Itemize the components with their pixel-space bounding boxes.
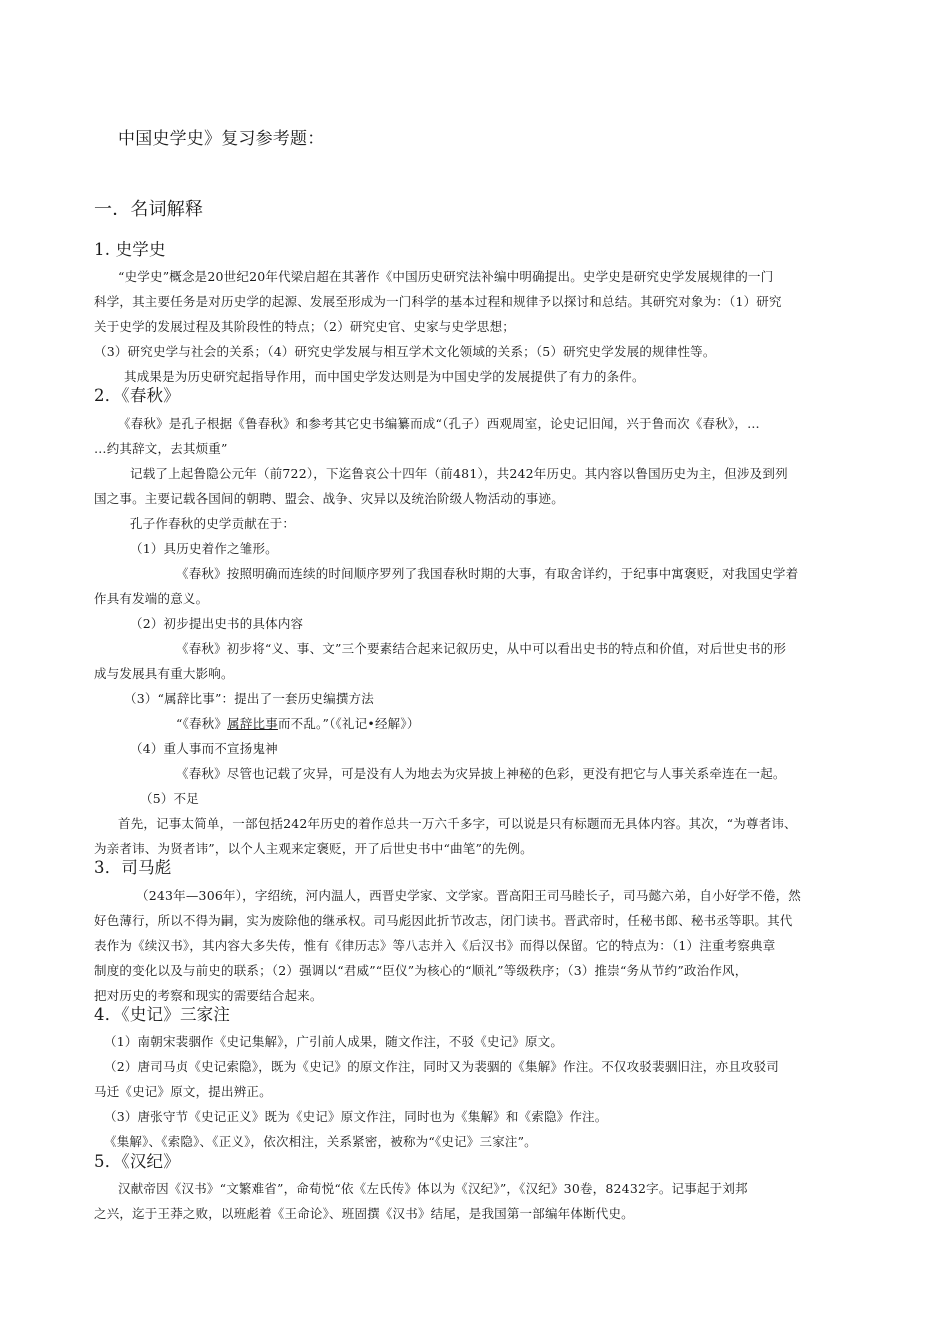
item-heading-shixueshi: 1. 史学史 <box>94 240 166 259</box>
underlined-term: 属辞比事 <box>227 716 278 731</box>
quotation-text: “《春秋》 <box>176 716 228 731</box>
paragraph-line: 《春秋》按照明确而连续的时间顺序罗列了我国春秋时期的大事，有取舍详约，于纪事中寓褒贬，对我国史学着 <box>176 566 799 581</box>
paragraph-line: 为亲者讳、为贤者讳”，以个人主观来定褒贬，开了后世史书中“曲笔”的先例。 <box>94 841 533 856</box>
section-heading: 一．名词解释 <box>94 199 204 220</box>
paragraph-line: 把对历史的考察和现实的需要结合起来。 <box>94 988 323 1003</box>
sub-item-label: （4）重人事而不宣扬鬼神 <box>130 741 278 756</box>
paragraph-line: （2）唐司马贞《史记索隐》，既为《史记》的原文作注，同时又为裴骃的《集解》作注。不仅攻驳裴骃旧注，亦且攻驳司 <box>104 1059 780 1074</box>
paragraph-line: 马迁《史记》原文，提出辨正。 <box>94 1084 272 1099</box>
paragraph-line: 其成果是为历史研究起指导作用，而中国史学发达则是为中国史学的发展提供了有力的条件。 <box>124 369 645 384</box>
paragraph-line: （1）南朝宋裴骃作《史记集解》，广引前人成果，随文作注，不驳《史记》原文。 <box>104 1034 564 1049</box>
paragraph-line: 汉献帝因《汉书》“文繁难省”，命荀悦“依《左氏传》体以为《汉纪》”，《汉纪》30卷，82432字。记事起于刘邦 <box>118 1181 748 1196</box>
paragraph-line: 关于史学的发展过程及其阶段性的特点；（2）研究史官、史家与史学思想； <box>94 319 516 334</box>
paragraph-line: 记载了上起鲁隐公元年（前722），下迄鲁哀公十四年（前481），共242年历史。其内容以鲁国历史为主，但涉及到列 <box>130 466 788 481</box>
document-title: 中国史学史》复习参考题： <box>118 129 325 149</box>
paragraph-line: 制度的变化以及与前史的联系；（2）强调以“君威”“臣仪”为核心的“顺礼”等级秩序；（3）推崇“务从节约”政治作风， <box>94 963 748 978</box>
paragraph-line: 孔子作春秋的史学贡献在于： <box>130 516 296 531</box>
paragraph-line: 表作为《续汉书》，其内容大多失传，惟有《律历志》等八志并入《后汉书》而得以保留。它的特点为：（1）注重考察典章 <box>94 938 776 953</box>
quotation-line <box>176 715 420 733</box>
item-heading-shiji-sanjiazhu: 4．《史记》三家注 <box>94 1005 231 1024</box>
paragraph-line: 国之事。主要记载各国间的朝聘、盟会、战争、灾异以及统治阶级人物活动的事迹。 <box>94 491 564 506</box>
paragraph-line: （3）研究史学与社会的关系；（4）研究史学发展与相互学术文化领域的关系；（5）研究史学发展的规律性等。 <box>94 344 716 359</box>
sub-item-label: （1）具历史着作之雏形。 <box>130 541 278 556</box>
paragraph-line: 《春秋》初步将“义、事、文”三个要素结合起来记叙历史，从中可以看出史书的特点和价值，对后世史书的形 <box>176 641 787 656</box>
paragraph-line: 好色薄行，所以不得为嗣，实为废除他的继承权。司马彪因此折节改志，闭门读书。晋武帝时，任秘书郎、秘书丞等职。其代 <box>94 913 793 928</box>
paragraph-line: 《春秋》尽管也记载了灾异，可是没有人为地去为灾异披上神秘的色彩，更没有把它与人事关系牵连在一起。 <box>176 766 786 781</box>
paragraph-line: …约其辞文，去其烦重” <box>94 441 228 456</box>
sub-item-label: （2）初步提出史书的具体内容 <box>130 616 304 631</box>
paragraph-line: 《春秋》是孔子根据《鲁春秋》和参考其它史书编纂而成“（孔子）西观周室，论史记旧闻，兴于鲁而次《春秋》，… <box>118 416 760 431</box>
paragraph-line: 首先，记事太简单，一部包括242年历史的着作总共一万六千多字，可以说是只有标题而无具体内容。其次，“为尊者讳、 <box>118 816 797 831</box>
paragraph-line: （3）唐张守节《史记正义》既为《史记》原文作注，同时也为《集解》和《索隐》作注。 <box>104 1109 608 1124</box>
item-heading-chunqiu: 2．《春秋》 <box>94 386 180 405</box>
paragraph-line: 《集解》、《索隐》、《正义》，依次相注，关系紧密，被称为“《史记》三家注”。 <box>104 1134 537 1149</box>
item-heading-hanji: 5．《汉纪》 <box>94 1152 180 1171</box>
paragraph-line: “史学史”概念是20世纪20年代梁启超在其著作《中国历史研究法补编中明确提出。史学史是研究史学发展规律的一门 <box>118 269 774 284</box>
paragraph-line: （243年—306年），字绍统，河内温人，西晋史学家、文学家。晋高阳王司马睦长子，司马懿六弟，自小好学不倦，然 <box>136 888 801 903</box>
sub-item-label: （5）不足 <box>140 791 199 806</box>
sub-item-label: （3）“属辞比事”：提出了一套历史编撰方法 <box>124 691 374 706</box>
paragraph-line: 成与发展具有重大影响。 <box>94 666 234 681</box>
paragraph-line: 之兴，迄于王莽之败，以班彪着《王命论》、班固撰《汉书》结尾，是我国第一部编年体断代史。 <box>94 1206 634 1221</box>
paragraph-line: 作具有发端的意义。 <box>94 591 209 606</box>
item-heading-simabiao: 3．司马彪 <box>94 858 172 877</box>
paragraph-line: 科学，其主要任务是对历史学的起源、发展至形成为一门科学的基本过程和规律予以探讨和总结。其研究对象为：（1）研究 <box>94 294 782 309</box>
quotation-text: 而不乱。”（《礼记•经解》） <box>277 716 420 731</box>
